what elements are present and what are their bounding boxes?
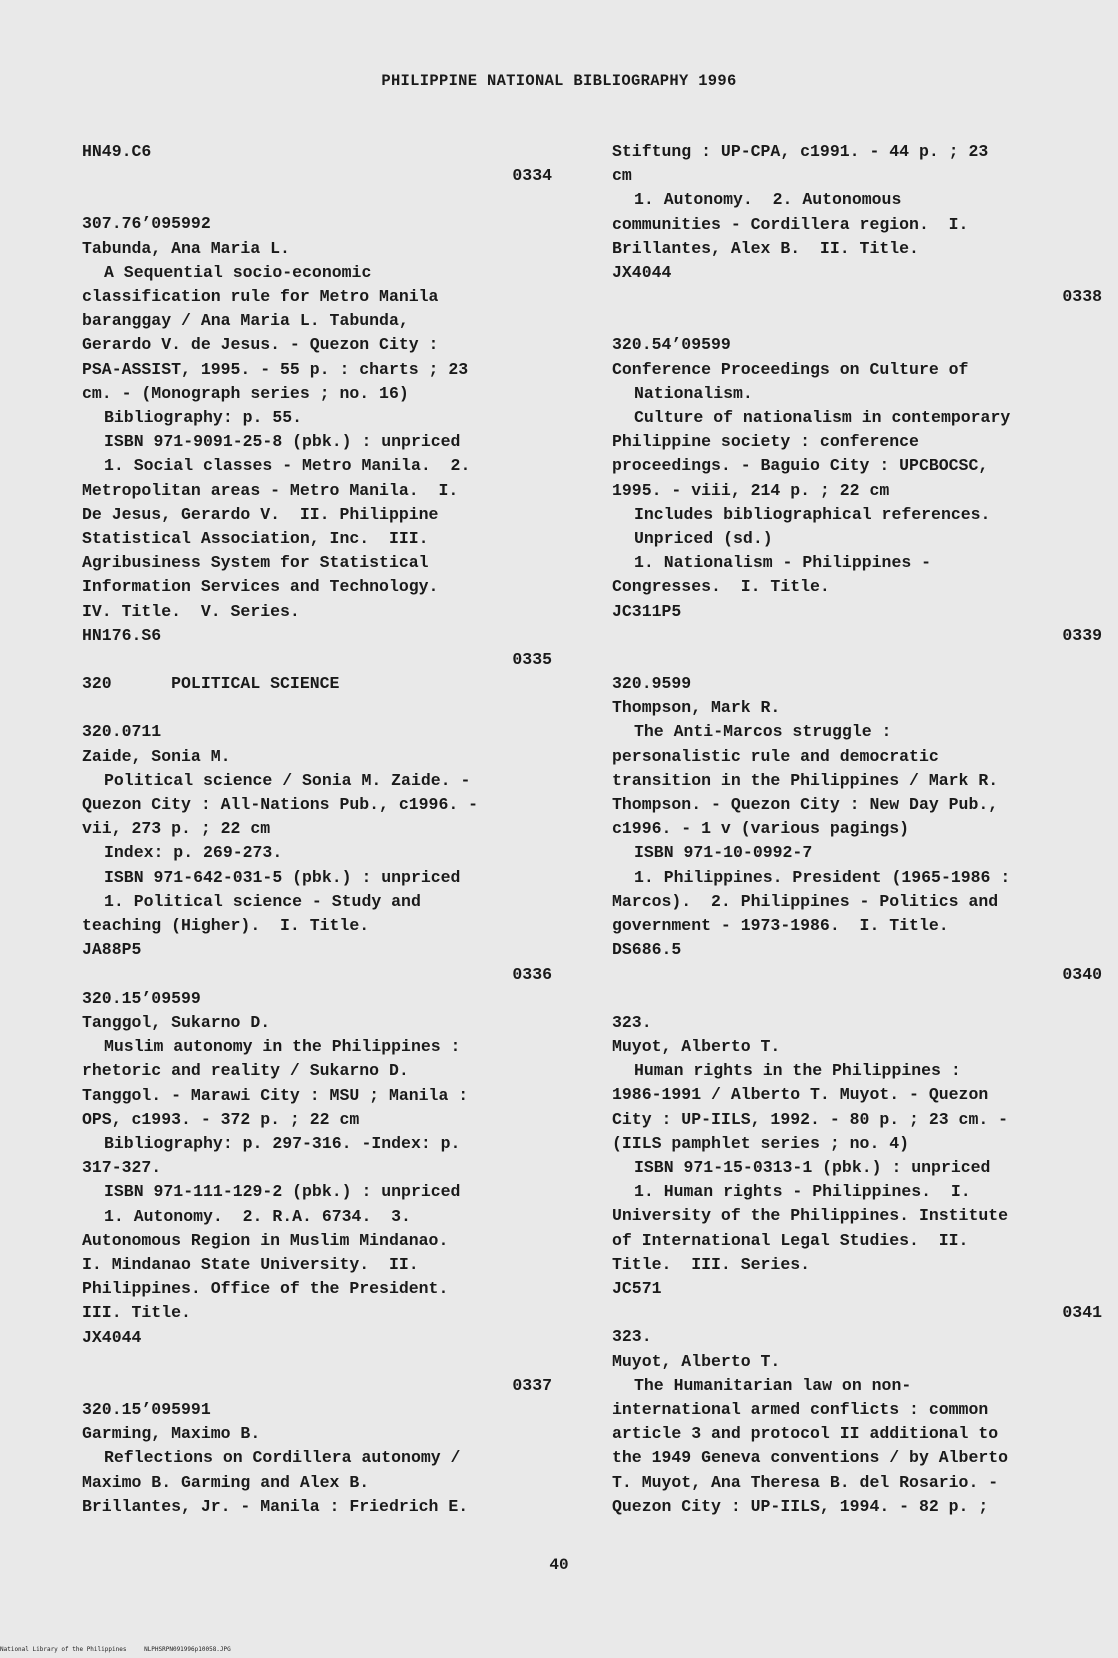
entry-line: Information Services and Technology. xyxy=(82,577,439,597)
entry-line: I. Mindanao State University. II. xyxy=(82,1254,419,1274)
entry-line: JA88P5 xyxy=(82,940,142,960)
entry-line: Muyot, Alberto T. xyxy=(612,1351,781,1371)
entry-line: Nationalism. xyxy=(634,383,753,403)
footer-institution: National Library of the Philippines xyxy=(0,1646,127,1653)
entry-line: international armed conflicts : common xyxy=(612,1399,989,1419)
entry-line: 1995. - viii, 214 p. ; 22 cm xyxy=(612,480,890,500)
entry-line: 1. Human rights - Philippines. I. xyxy=(634,1182,971,1202)
entry-line: IV. Title. V. Series. xyxy=(82,601,300,621)
entry-line: proceedings. - Baguio City : UPCBOCSC, xyxy=(612,456,989,476)
entry-line: HN49.C6 xyxy=(82,142,152,161)
entry-line: 320.9599 xyxy=(612,674,692,694)
spacer xyxy=(82,1350,552,1374)
entry-line: 320 POLITICAL SCIENCE xyxy=(82,674,340,694)
entry-line: vii, 273 p. ; 22 cm xyxy=(82,819,271,839)
entry-line: cm. - (Monograph series ; no. 16) xyxy=(82,383,409,403)
entry-line: III. Title. xyxy=(82,1303,191,1323)
spacer xyxy=(612,309,1102,333)
entry-line: baranggay / Ana Maria L. Tabunda, xyxy=(82,311,409,331)
entry-line: 320.0711 xyxy=(82,722,162,742)
entry-line: JX4044 xyxy=(612,263,672,283)
entry-line: 323. xyxy=(612,1327,652,1347)
entry-line: (IILS pamphlet series ; no. 4) xyxy=(612,1133,910,1153)
entry-line: communities - Cordillera region. I. xyxy=(612,214,969,234)
entry-line: Garming, Maximo B. xyxy=(82,1424,261,1444)
entry-line: 320.54’09599 xyxy=(612,335,731,355)
entry-line: Thompson. - Quezon City : New Day Pub., xyxy=(612,795,999,815)
entry-number: 0338 xyxy=(1062,287,1102,307)
entry-line: rhetoric and reality / Sukarno D. xyxy=(82,1061,409,1081)
entry-line: Gerardo V. de Jesus. - Quezon City : xyxy=(82,335,439,355)
entry-line: T. Muyot, Ana Theresa B. del Rosario. - xyxy=(612,1472,999,1492)
spacer xyxy=(612,648,1102,672)
page-number: 40 xyxy=(549,1556,569,1574)
entry-line: De Jesus, Gerardo V. II. Philippine xyxy=(82,504,439,524)
entry-line: personalistic rule and democratic xyxy=(612,746,939,766)
entry-line: Autonomous Region in Muslim Mindanao. xyxy=(82,1230,449,1250)
entry-line: 1. Philippines. President (1965-1986 : xyxy=(634,867,1011,887)
entry-line: DS686.5 xyxy=(612,940,682,960)
spacer xyxy=(82,188,552,212)
entry-line: HN176.S6 xyxy=(82,625,162,645)
left-column xyxy=(82,140,552,1519)
entry-line: Muyot, Alberto T. xyxy=(612,1036,781,1056)
entry-line: PSA-ASSIST, 1995. - 55 p. : charts ; 23 xyxy=(82,359,469,379)
footer-filename: NLPHSRPN091996p10058.JPG xyxy=(144,1646,231,1653)
entry-line: ISBN 971-15-0313-1 (pbk.) : unpriced xyxy=(634,1157,991,1177)
entry-line: 307.76’095992 xyxy=(82,214,211,234)
scan-footer xyxy=(0,1646,245,1653)
entry-line: ISBN 971-111-129-2 (pbk.) : unpriced xyxy=(104,1182,461,1202)
entry-line: c1996. - 1 v (various pagings) xyxy=(612,819,910,839)
entry-line: Unpriced (sd.) xyxy=(634,529,773,549)
entry-line: 1. Nationalism - Philippines - xyxy=(634,553,932,573)
entry-line: Includes bibliographical references. xyxy=(634,504,991,524)
entry-line: JC571 xyxy=(612,1278,662,1298)
entry-line: Bibliography: p. 55. xyxy=(104,408,303,428)
entry-line: Quezon City : All-Nations Pub., c1996. - xyxy=(82,795,479,815)
entry-line: City : UP-IILS, 1992. - 80 p. ; 23 cm. - xyxy=(612,1109,1009,1129)
entry-line: Political science / Sonia M. Zaide. - xyxy=(104,770,471,790)
entry-line: Bibliography: p. 297-316. -Index: p. xyxy=(104,1133,461,1153)
entry-line: Maximo B. Garming and Alex B. xyxy=(82,1472,370,1492)
entry-line: OPS, c1993. - 372 p. ; 22 cm xyxy=(82,1109,360,1129)
entry-line: 1. Autonomy. 2. R.A. 6734. 3. xyxy=(104,1206,411,1226)
entry-line: 323. xyxy=(612,1012,652,1032)
entry-line: Human rights in the Philippines : xyxy=(634,1061,961,1081)
entry-line: The Humanitarian law on non- xyxy=(634,1375,912,1395)
entry-line: ISBN 971-10-0992-7 xyxy=(634,843,813,863)
entry-line: Brillantes, Jr. - Manila : Friedrich E. xyxy=(82,1496,469,1516)
entry-line: ISBN 971-9091-25-8 (pbk.) : unpriced xyxy=(104,432,461,452)
entry-line: Conference Proceedings on Culture of xyxy=(612,359,969,379)
entry-number: 0340 xyxy=(1062,964,1102,984)
entry-number: 0339 xyxy=(1062,625,1102,645)
entry-line: Quezon City : UP-IILS, 1994. - 82 p. ; xyxy=(612,1496,989,1516)
entry-line: Tanggol, Sukarno D. xyxy=(82,1012,271,1032)
entry-number: 0336 xyxy=(512,964,552,984)
entry-line: Brillantes, Alex B. II. Title. xyxy=(612,238,919,258)
entry-line: JC311P5 xyxy=(612,601,682,621)
entry-line: Philippines. Office of the President. xyxy=(82,1279,449,1299)
entry-line: the 1949 Geneva conventions / by Alberto xyxy=(612,1448,1009,1468)
entry-line: government - 1973-1986. I. Title. xyxy=(612,916,949,936)
entry-line: Marcos). 2. Philippines - Politics and xyxy=(612,891,999,911)
entry-line: 320.15’09599 xyxy=(82,988,201,1008)
page-title: PHILIPPINE NATIONAL BIBLIOGRAPHY 1996 xyxy=(381,72,737,90)
entry-line: Statistical Association, Inc. III. xyxy=(82,529,429,549)
entry-line: Culture of nationalism in contemporary xyxy=(634,408,1011,428)
entry-number: 0334 xyxy=(512,166,552,186)
entry-number: 0335 xyxy=(512,650,552,670)
entry-number: 0337 xyxy=(512,1375,552,1395)
entry-line: Tabunda, Ana Maria L. xyxy=(82,238,290,258)
entry-line: cm xyxy=(612,166,632,186)
entry-line: 1. Social classes - Metro Manila. 2. xyxy=(104,456,471,476)
entry-line: Tanggol. - Marawi City : MSU ; Manila : xyxy=(82,1085,469,1105)
entry-line: Reflections on Cordillera autonomy / xyxy=(104,1448,461,1468)
entry-line: A Sequential socio-economic xyxy=(104,262,372,282)
entry-line: University of the Philippines. Institute xyxy=(612,1206,1009,1226)
right-column xyxy=(612,140,1102,1519)
spacer xyxy=(612,987,1102,1011)
entry-line: 320.15’095991 xyxy=(82,1399,211,1419)
entry-line: classification rule for Metro Manila xyxy=(82,287,439,307)
entry-line: teaching (Higher). I. Title. xyxy=(82,916,370,936)
entry-line: Congresses. I. Title. xyxy=(612,577,830,597)
entry-line: Metropolitan areas - Metro Manila. I. xyxy=(82,480,459,500)
entry-line: 1. Political science - Study and xyxy=(104,891,421,911)
entry-line: Index: p. 269-273. xyxy=(104,843,283,863)
spacer xyxy=(82,696,552,720)
entry-line: article 3 and protocol II additional to xyxy=(612,1424,999,1444)
entry-line: ISBN 971-642-031-5 (pbk.) : unpriced xyxy=(104,867,461,887)
entry-line: transition in the Philippines / Mark R. xyxy=(612,770,999,790)
entry-line: Agribusiness System for Statistical xyxy=(82,553,429,573)
entry-line: of International Legal Studies. II. xyxy=(612,1230,969,1250)
entry-line: Zaide, Sonia M. xyxy=(82,746,231,766)
entry-line: Muslim autonomy in the Philippines : xyxy=(104,1037,461,1057)
entry-line: Philippine society : conference xyxy=(612,432,919,452)
entry-line: 1986-1991 / Alberto T. Muyot. - Quezon xyxy=(612,1085,989,1105)
entry-line: 1. Autonomy. 2. Autonomous xyxy=(634,190,902,210)
entry-line: Thompson, Mark R. xyxy=(612,698,781,718)
entry-number: 0341 xyxy=(1062,1303,1102,1323)
entry-line: JX4044 xyxy=(82,1327,142,1347)
entry-line: Title. III. Series. xyxy=(612,1254,811,1274)
entry-line: 317-327. xyxy=(82,1158,162,1178)
entry-line: The Anti-Marcos struggle : xyxy=(634,722,892,742)
entry-line: Stiftung : UP-CPA, c1991. - 44 p. ; 23 xyxy=(612,142,989,161)
